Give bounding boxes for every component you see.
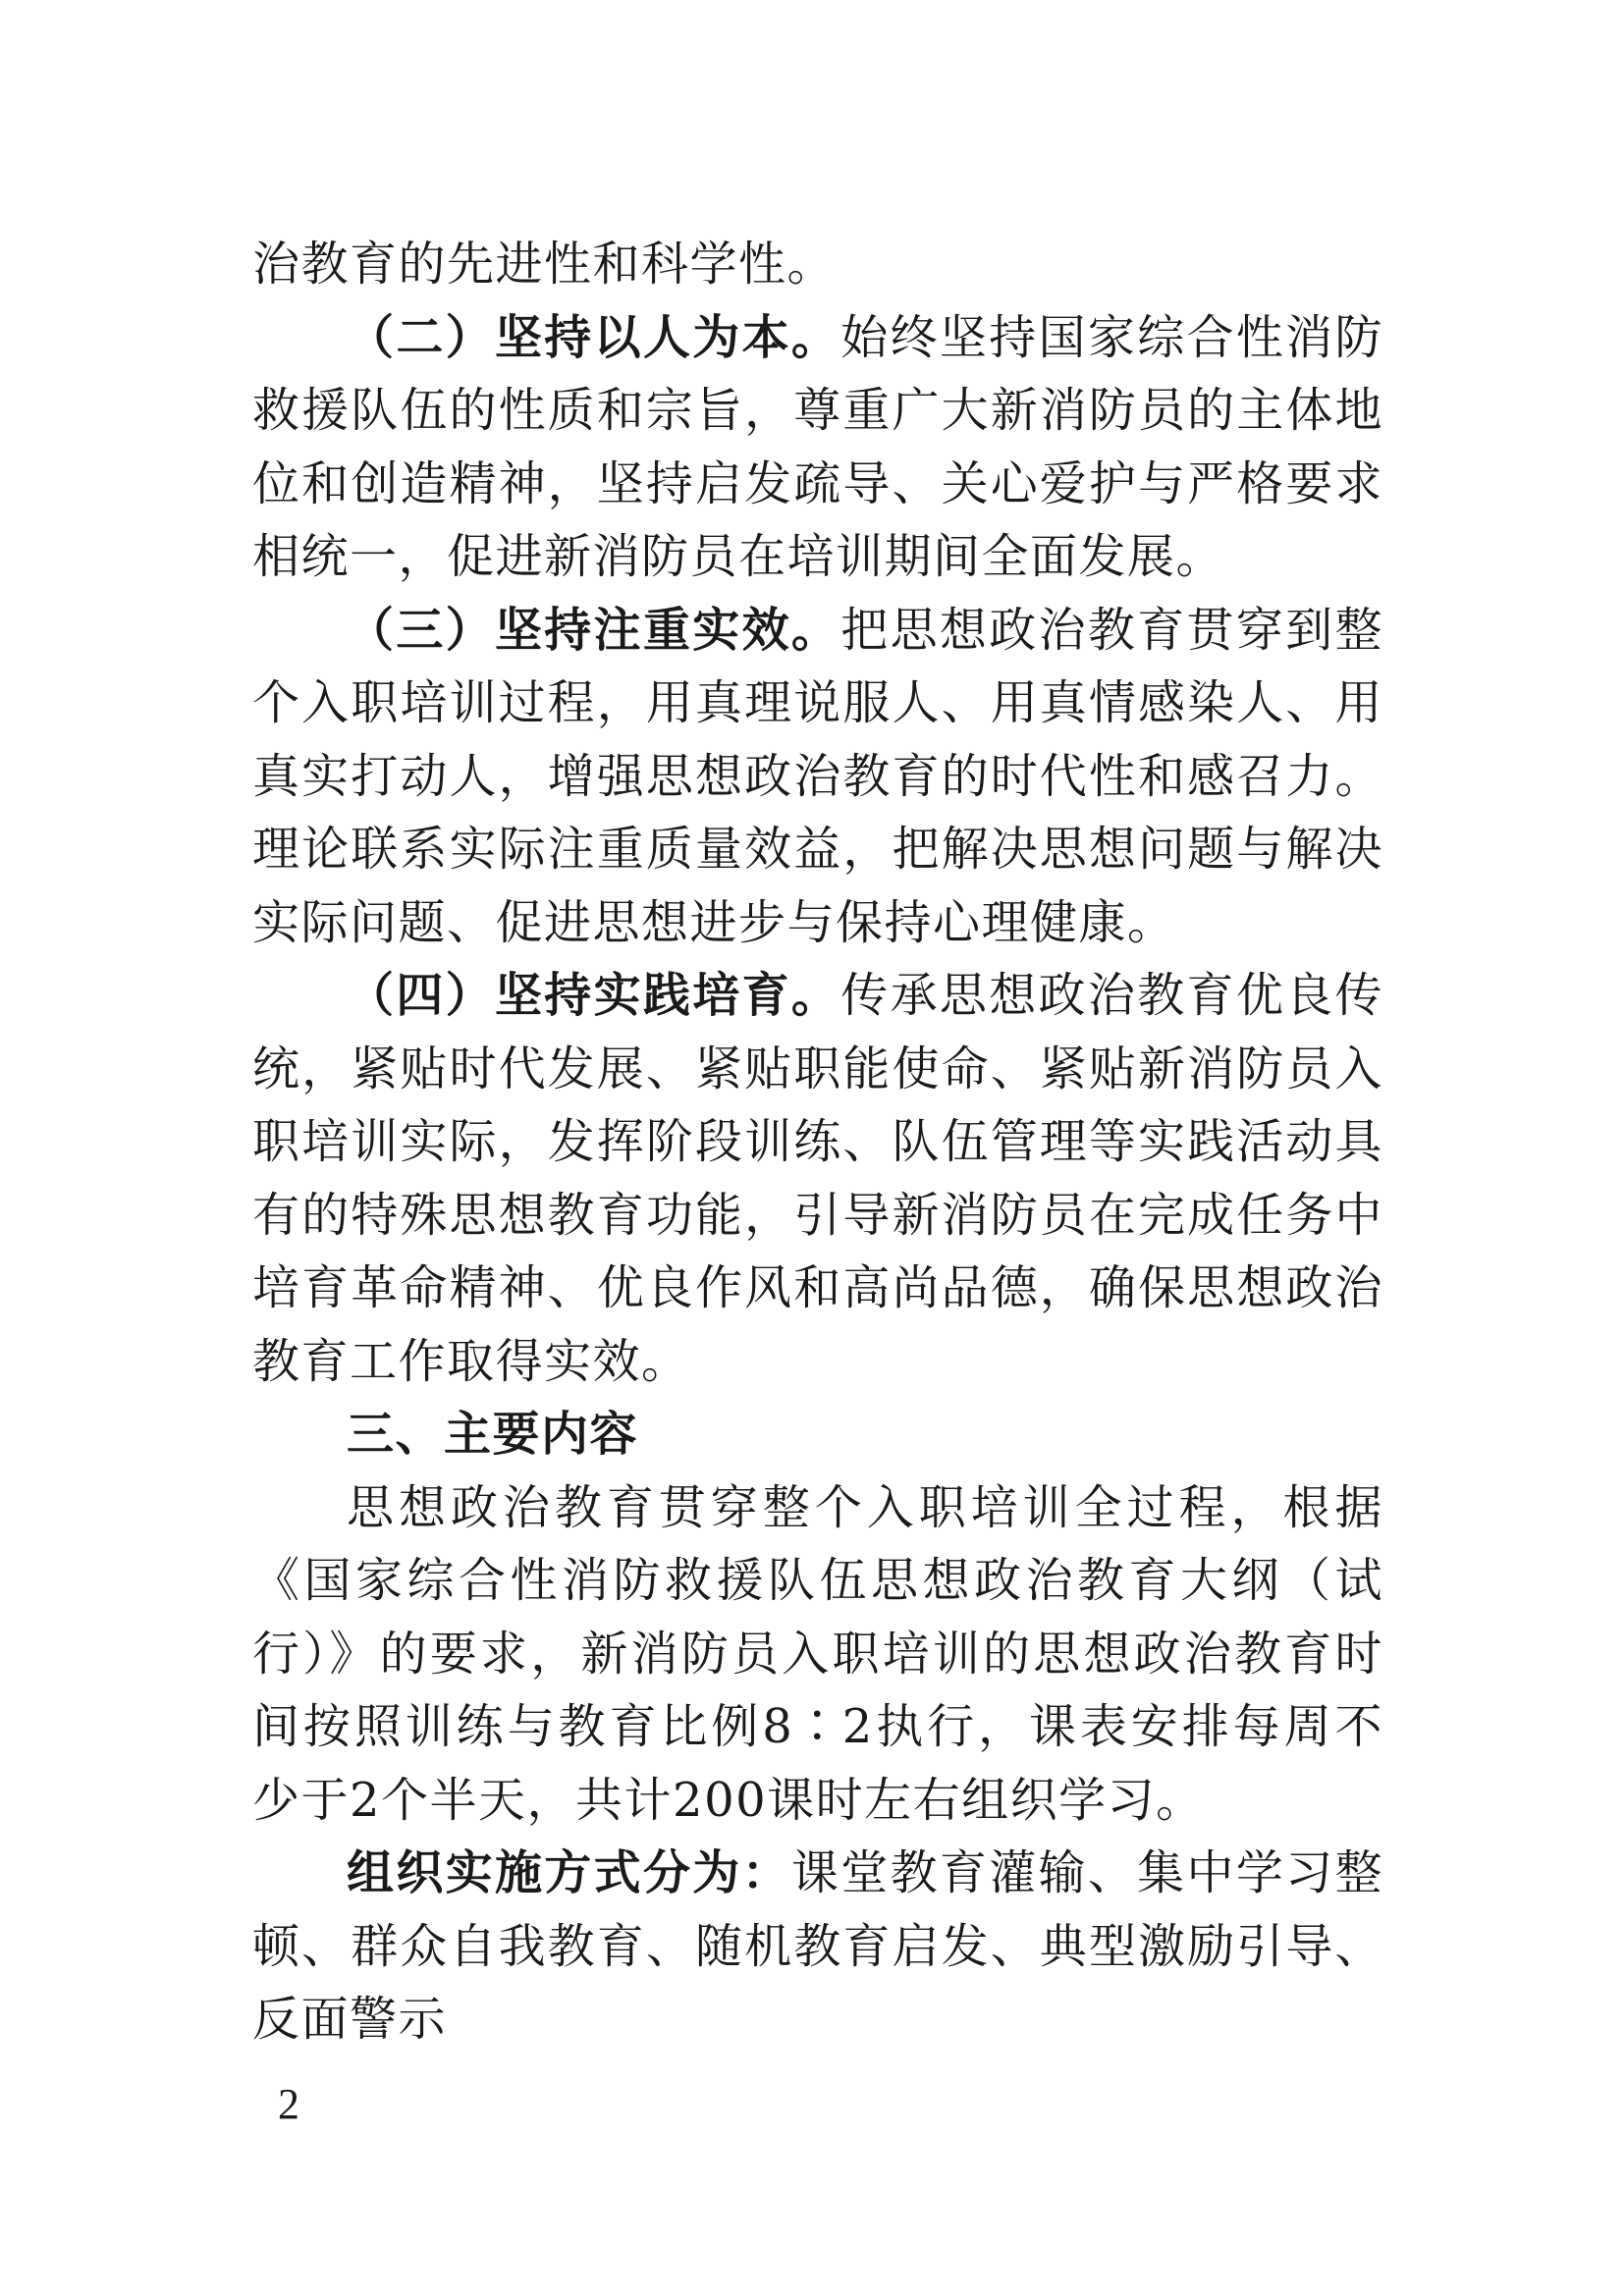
- principle-paragraph-4: [252, 959, 1383, 1398]
- principle-paragraph-3: [252, 594, 1383, 960]
- page-number: 2: [278, 2080, 299, 2128]
- principle-body-2: 始终坚持国家综合性消防救援队伍的性质和宗旨，尊重广大新消防员的主体地位和创造精神，坚持启发疏导、关心爱护与严格要求相统一，促进新消防员在培训期间全面发展。: [252, 309, 1383, 584]
- principle-body-4: 传承思想政治教育优良传统，紧贴时代发展、紧贴职能使命、紧贴新消防员入职培训实际，发挥阶段训练、队伍管理等实践活动具有的特殊思想教育功能，引导新消防员在完成任务中培育革命精神、优良作风和高尚品德，确保思想政治教育工作取得实效。: [252, 968, 1383, 1389]
- document-page: [252, 228, 1383, 2056]
- implementation-paragraph: [252, 1837, 1383, 2056]
- section-heading: 三、主要内容: [347, 1407, 639, 1462]
- section-body-paragraph: 思想政治教育贯穿整个入职培训全过程，根据《国家综合性消防救援队伍思想政治教育大纲（试行）》的要求，新消防员入职培训的思想政治教育时间按照训练与教育比例8∶2执行，课表安排每周不少于2个半天，共计200课时左右组织学习。: [252, 1479, 1383, 1828]
- implementation-body: 课堂教育灌输、集中学习整顿、群众自我教育、随机教育启发、典型激励引导、反面警示: [252, 1845, 1383, 2047]
- principle-heading-3: （三）坚持注重实效。: [347, 602, 841, 658]
- principle-body-3: 把思想政治教育贯穿到整个入职培训过程，用真理说服人、用真情感染人、用真实打动人，增强思想政治教育的时代性和感召力。理论联系实际注重质量效益，把解决思想问题与解决实际问题、促进思想进步与保持心理健康。: [252, 602, 1383, 950]
- principle-paragraph-2: [252, 301, 1383, 594]
- continuation-paragraph: 治教育的先进性和科学性。: [252, 237, 837, 292]
- implementation-label: 组织实施方式分为：: [347, 1845, 791, 1900]
- principle-heading-2: （二）坚持以人为本。: [347, 309, 841, 365]
- principle-heading-4: （四）坚持实践培育。: [347, 968, 841, 1023]
